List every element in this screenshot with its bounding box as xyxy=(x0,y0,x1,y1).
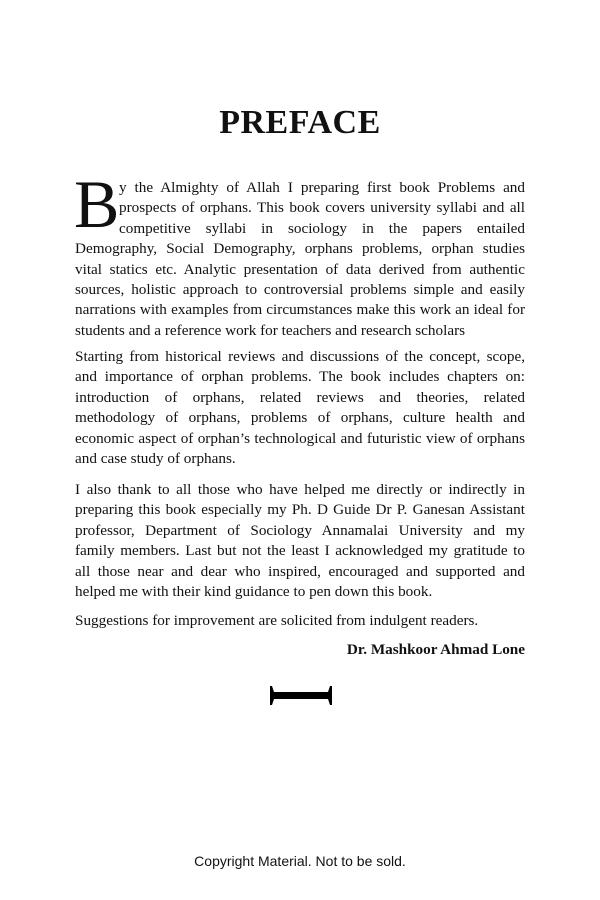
text-line: introduction of orphans, related reviews and theories, related xyxy=(75,388,525,406)
paragraph-4 xyxy=(75,611,525,631)
text-line: I also thank to all those who have helped me directly or indirectly in xyxy=(75,481,525,498)
text-line: Demography, Social Demography, orphans problems, orphan studies xyxy=(75,240,525,258)
paragraph-2 xyxy=(75,347,525,469)
text-line: vital statics etc. Analytic presentation of data derived from authentic xyxy=(75,260,525,278)
copyright-footer: Copyright Material. Not to be sold. xyxy=(194,853,406,869)
text-line: Suggestions for improvement are solicited from indulgent readers. xyxy=(75,612,479,629)
text-line: and importance of orphan problems. The book includes chapters on: xyxy=(75,368,525,386)
text-line: prospects of orphans. This book covers university syllabi and all xyxy=(119,199,525,217)
text-line: all those near and dear who inspired, encouraged and supported and xyxy=(75,562,525,580)
text-line: students and a reference work for teachers and research scholars xyxy=(75,321,466,339)
paragraph-1 xyxy=(75,178,525,341)
page-title: PREFACE xyxy=(219,104,381,141)
text-line: preparing this book especially my Ph. D Guide Dr P. Ganesan Assistant xyxy=(75,501,525,519)
text-line: methodology of orphans, problems of orphans, culture health and xyxy=(75,409,525,427)
text-line: economic aspect of orphan’s technological and futuristic view of orphans xyxy=(75,429,525,447)
text-line: and case study of orphans. xyxy=(75,449,236,467)
text-line: competitive syllabi in sociology in the papers entailed xyxy=(119,219,525,237)
text-line: helped me with their kind guidance to pen down this book. xyxy=(75,582,433,600)
horizontal-bar-ornament-icon xyxy=(269,685,333,706)
text-line: Starting from historical reviews and discussions of the concept, scope, xyxy=(75,348,525,365)
paragraph-3 xyxy=(75,480,525,602)
text-line: y the Almighty of Allah I preparing first book Problems and xyxy=(119,179,525,196)
signature: Dr. Mashkoor Ahmad Lone xyxy=(346,641,525,658)
text-line: family members. Last but not the least I acknowledged my gratitude to xyxy=(75,542,525,560)
text-line: narrations with examples from circumstances make this work an ideal for xyxy=(75,301,525,319)
text-line: sources, holistic approach to controversial problems simple and easily xyxy=(75,280,525,298)
drop-cap: B xyxy=(74,166,120,242)
text-line: professor, Department of Sociology Annamalai University and my xyxy=(75,521,525,539)
